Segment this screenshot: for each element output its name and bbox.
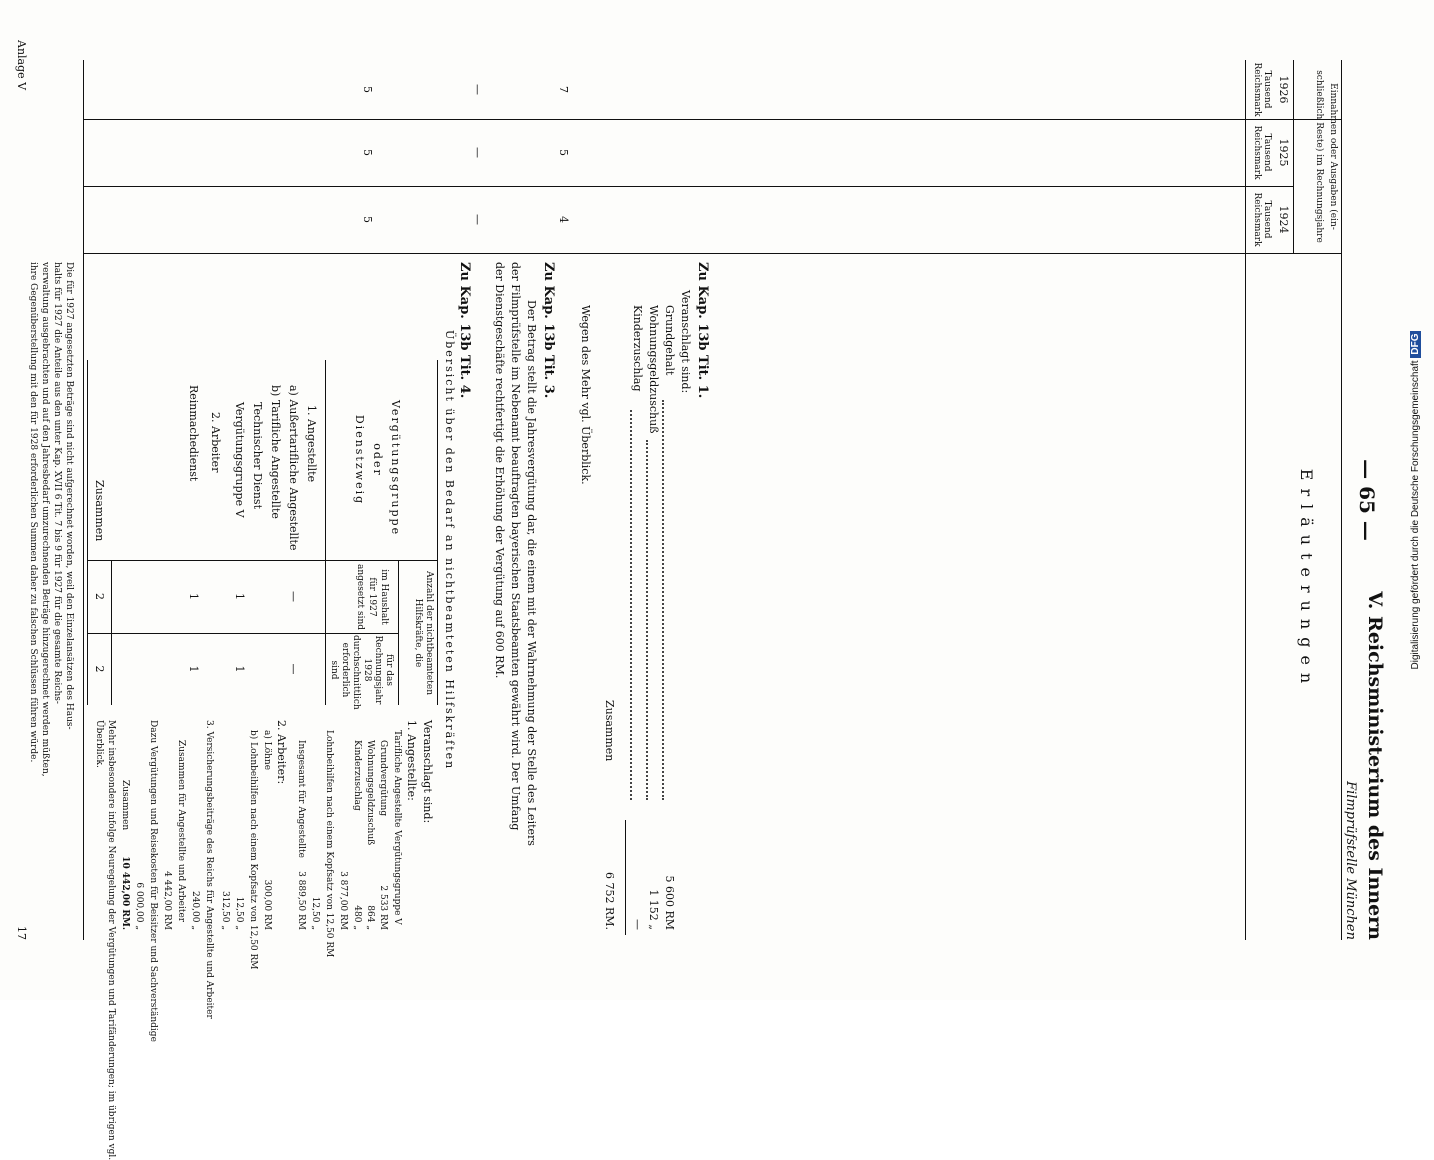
kap4-dazu-label: Dazu Vergütungen und Reisekosten für Beisitzer und Sachverständige [148,720,158,1042]
kap1-item-3-value: — [631,919,644,930]
kap4-closing-line-1: Die für 1927 angesetzten Beträge sind nicht aufgerechnet worden, weil den Einzelansätzen des Haus- [64,262,74,730]
kap1-item-2-label: Wohnungsgeldzuschuß [647,305,660,434]
year-1926: 1926 [1277,75,1290,104]
section-title: Erläuterungen [1297,468,1316,692]
kap3-line-3: der Dienstgeschäfte rechtfertigt die Erhöhung der Vergütung auf 600 RM. [493,262,506,679]
staff-row-2: a) Außertarifliche Angestellte [287,385,300,551]
value-kap3-1926: — [471,84,484,95]
kap1-intro: Veranschlagt sind: [679,290,692,394]
staff-total-a: 2 [93,593,106,600]
kap4-dazu-value: 6 000,00 „ [134,882,144,930]
rule-top [1341,60,1342,940]
value-kap3-1924: — [471,214,484,225]
staff-table-col-a [88,560,438,561]
value-kap1-1925: 5 [361,149,374,156]
staff-table-top [437,360,438,705]
kap4-loehne-value: 300,00 RM [262,879,272,930]
kap4-lohnbeihilfe-2: b) Lohnbeihilfen nach einem Kopfsatz von 12,50 RM [248,730,258,970]
staff-row-1: 1. Angestellte [305,405,318,483]
folio-number: 17 [15,926,28,940]
rule-header-bottom [1245,60,1246,940]
rule-col-3 [84,253,1342,254]
kap4-versicherung-value: 240,00 „ [190,890,200,930]
kap1-note: Wegen des Mehr vgl. Überblick. [579,305,592,485]
kap4-tarif-2-value: 864 „ [365,905,375,930]
kap4-grand-label: Zusammen [120,780,130,831]
kap4-mehr-line-2: Überblick. [94,720,104,768]
kap1-item-1-label: Grundgehalt [663,305,676,376]
staff-row-2-b: — [287,663,300,675]
kap4-tarif-1-label: Grundvergütung [378,740,388,817]
staff-row-6: 2. Arbeiter [209,412,222,473]
staff-row-5: Vergütungsgruppe V [233,402,246,518]
staff-row-7-a: 1 [187,593,200,600]
kap4-arbeiter-sum: 312,50 „ [220,890,230,930]
unit-1926: Tausend Reichsmark [1252,62,1272,117]
staff-table-subhead-rule [398,560,399,705]
ministry-title: V. Reichsministerium des Innern [1364,591,1386,940]
value-kap1-1926: 5 [361,86,374,93]
kap4-title: Zu Kap. 13b Tit. 4. [457,262,472,399]
kap3-line-2: der Filmprüfstelle im Nebenamt beauftragten bayerischen Staatsbeamten gewährt wird. Der Umfang [509,262,522,831]
kap4-grand-value: 10 442,00 RM. [120,856,130,930]
kap4-closing-line-2: halts für 1927 die Anteile aus den unter Kap. XVII 6 Tit. 7 bis 9 für 1927 für die gesamte Reichs- [52,262,62,704]
kap4-tarif-sum: 3 877,00 RM [338,871,348,930]
kap1-item-3-label: Kinderzuschlag [631,305,644,392]
value-kap1-1924: 5 [361,216,374,223]
kap1-item-3-leader [630,410,632,800]
left-header-caption-2: schließlich Reste) im Rechnungsjahre [1314,70,1324,243]
kap4-zus-ang-label: Zusammen für Angestellte und Arbeiter [176,740,186,923]
rule-header-mid [1293,60,1294,253]
kap4-veranschlagt: Veranschlagt sind: [421,720,434,824]
annex-label: Anlage V [15,40,28,91]
kap4-insgesamt-label: Insgesamt für Angestellte [296,740,306,858]
staff-row-7: Reinmachedienst [187,385,200,482]
kap4-tarif-1-value: 2 533 RM [378,885,388,930]
kap4-table-caption: Übersicht über den Bedarf an nichtbeamteten Hilfskräften [443,330,456,771]
rule-col-2 [84,186,1294,187]
year-1925: 1925 [1277,138,1290,167]
dfg-logo: DFG [1410,331,1421,358]
kap1-title: Zu Kap. 13b Tit. 1. [695,262,710,399]
kap4-closing-line-3: verwaltung ausgebrachten und auf den Jahresbedarf umzurechnenden Beträge hinzugerechnet werden müßten, [40,262,50,777]
staff-table-bottom [87,360,88,705]
staff-table-header-bottom [325,360,326,705]
staff-total-label: Zusammen [93,480,106,542]
value-kap4-1926: 7 [557,86,570,93]
kap4-tarif-3-label: Kinderzuschlag [352,740,362,811]
staff-total-b: 2 [93,665,106,673]
kap4-tarif-heading: Tarifliche Angestellte Vergütungsgruppe V [392,730,402,925]
rule-col-1 [84,119,1342,120]
office-subtitle: Filmprüfstelle München [1343,781,1358,940]
col-group-header: Vergütungsgruppe oder Dienstzweig [353,400,402,537]
kap4-lohnbeihilfe-1-value: 12,50 „ [310,896,320,930]
kap3-title: Zu Kap. 13b Tit. 3. [541,262,556,399]
kap1-sum-rule [625,820,626,935]
unit-1924: Tausend Reichsmark [1252,192,1272,247]
kap1-item-2-leader [646,440,648,800]
kap4-mehr-line-1: Mehr insbesondere infolge Neuregelung der Vergütungen und Tarifänderungen; im übrigen vgl. [106,720,116,1160]
kap4-angestellte-heading: 1. Angestellte: [405,720,418,801]
staff-table-total-rule [111,560,112,705]
kap1-total-value: 6 752 RM. [603,871,616,930]
kap1-item-2-value: 1 152 „ [647,889,660,930]
kap4-tarif-3-value: 480 „ [352,905,362,930]
col-b-header: für das Rechnungsjahr 1928 durchschnittlich erforderlich sind [329,635,394,710]
staff-row-5-b: 1 [233,665,246,673]
staff-row-5-a: 1 [233,593,246,600]
kap4-closing-line-4: ihre Gegenüberstellung mit den für 1928 erforderlichen Summen daher zu falschen Schlüssen führen würde. [28,262,38,763]
kap1-total-label: Zusammen [603,700,616,762]
digitization-text: Digitalisierung gefördert durch die Deutsche Forschungsgemeinschaft [1410,360,1421,670]
value-kap4-1925: 5 [557,149,570,156]
kap4-versicherung-label: 3. Versicherungsbeiträge des Reichs für Angestellte und Arbeiter [204,720,214,1019]
left-header-caption-1: Einnahmen oder Ausgaben (ein- [1328,83,1338,230]
page-number: — 65 — [1355,459,1379,541]
col-count-header: Anzahl der nichtbeamteten Hilfskräfte, die [413,571,434,695]
rule-bottom [83,60,84,940]
staff-row-3: b) Tarifliche Angestellte [269,385,282,519]
kap4-insgesamt-value: 3 889,50 RM [296,871,306,930]
kap4-zus-ang-value: 4 442,00 RM [162,871,172,930]
year-1924: 1924 [1277,205,1290,234]
staff-row-7-b: 1 [187,665,200,673]
value-kap3-1925: — [471,147,484,158]
kap1-item-1-leader [662,400,664,800]
kap4-lohnbeihilfe-1: Lohnbeihilfen nach einem Kopfsatz von 12,50 RM [324,730,334,958]
staff-row-4: Technischer Dienst [251,402,264,509]
staff-row-2-a: — [287,591,300,602]
unit-1925: Tausend Reichsmark [1252,125,1272,180]
kap4-arbeiter-heading: 2. Arbeiter: [275,720,288,785]
kap1-item-1-value: 5 600 RM [663,875,676,930]
col-a-header: im Haushalt für 1927 angesetzt sind [355,563,389,631]
value-kap4-1924: 4 [557,216,570,223]
kap4-lohnbeihilfe-2-value: 12,50 „ [234,896,244,930]
kap4-loehne-label: a) Löhne [262,730,272,771]
kap3-line-1: Der Betrag stellt die Jahresvergütung dar, die einem mit der Wahrnehmung der Stelle des Leiters [525,300,538,846]
kap4-tarif-2-label: Wohnungsgeldzuschuß [365,740,375,846]
